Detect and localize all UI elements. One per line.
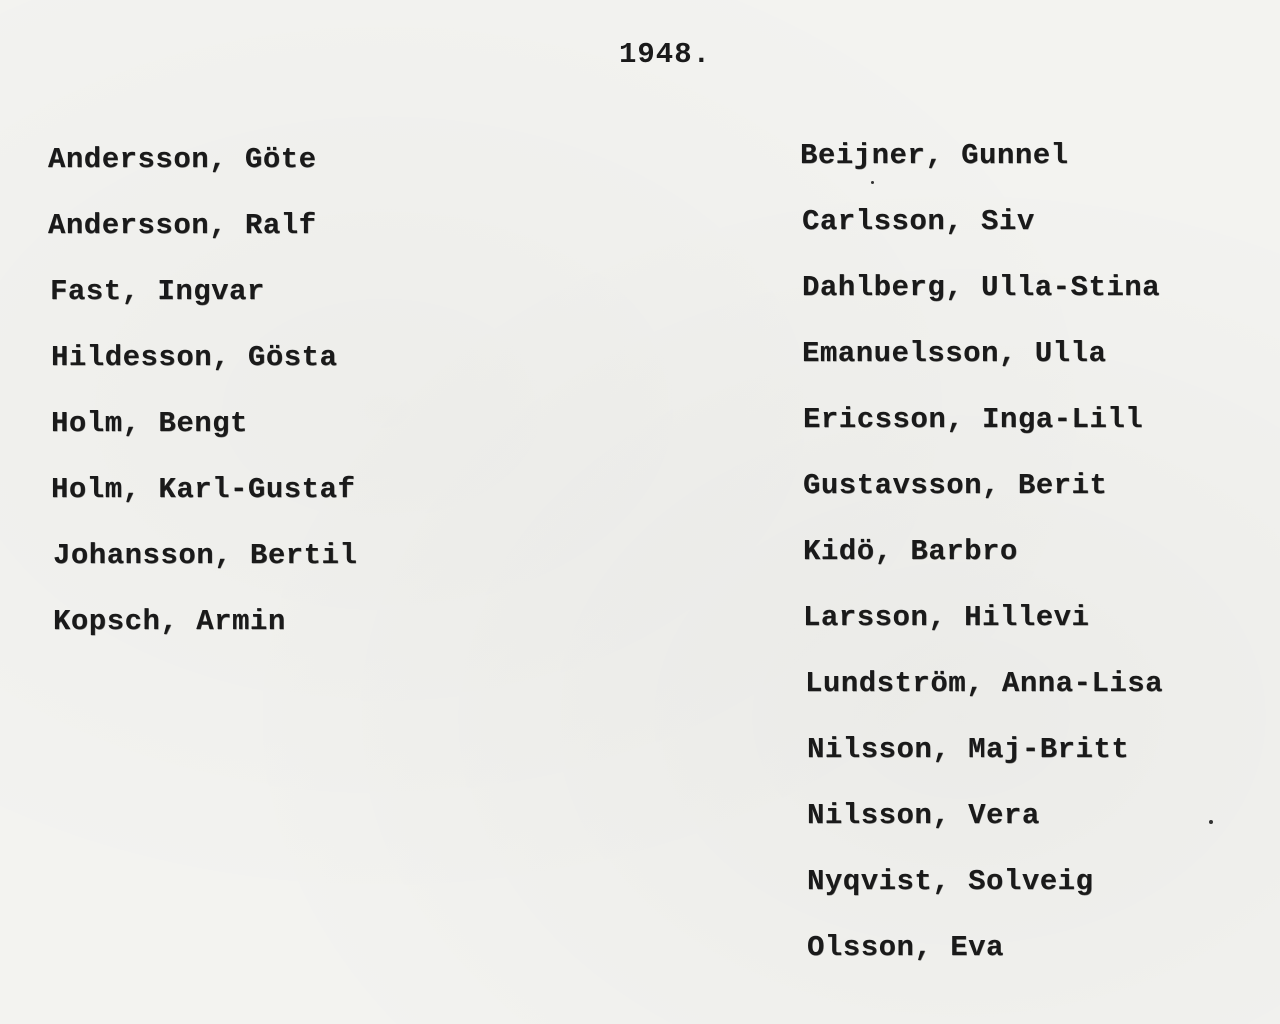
list-item: Fast, Ingvar — [50, 275, 265, 308]
list-item: Holm, Bengt — [51, 407, 248, 440]
year-heading: 1948. — [618, 38, 711, 71]
list-item: Kopsch, Armin — [53, 605, 286, 638]
list-item: Lundström, Anna-Lisa — [805, 667, 1164, 700]
name-list-left — [48, 138, 357, 666]
list-item: Hildesson, Gösta — [51, 341, 338, 374]
ink-speck — [1209, 820, 1213, 824]
list-item: Dahlberg, Ulla-Stina — [802, 271, 1161, 304]
list-item: Gustavsson, Berit — [803, 469, 1108, 502]
list-item: Andersson, Göte — [48, 143, 317, 176]
list-item: Johansson, Bertil — [53, 539, 358, 572]
list-item: Emanuelsson, Ulla — [802, 337, 1107, 370]
ink-speck — [871, 181, 874, 184]
name-list-right — [800, 134, 1163, 992]
list-item: Nilsson, Maj-Britt — [807, 733, 1130, 766]
list-item: Larsson, Hillevi — [803, 601, 1090, 634]
list-item: Nyqvist, Solveig — [807, 865, 1094, 898]
list-item: Andersson, Ralf — [48, 209, 317, 242]
list-item: Beijner, Gunnel — [800, 139, 1069, 172]
list-item: Holm, Karl-Gustaf — [51, 473, 356, 506]
list-item: Kidö, Barbro — [803, 535, 1018, 568]
list-item: Olsson, Eva — [807, 931, 1004, 964]
list-item: Ericsson, Inga-Lill — [803, 403, 1144, 436]
list-item: Nilsson, Vera — [807, 799, 1040, 832]
list-item: Carlsson, Siv — [802, 205, 1035, 238]
